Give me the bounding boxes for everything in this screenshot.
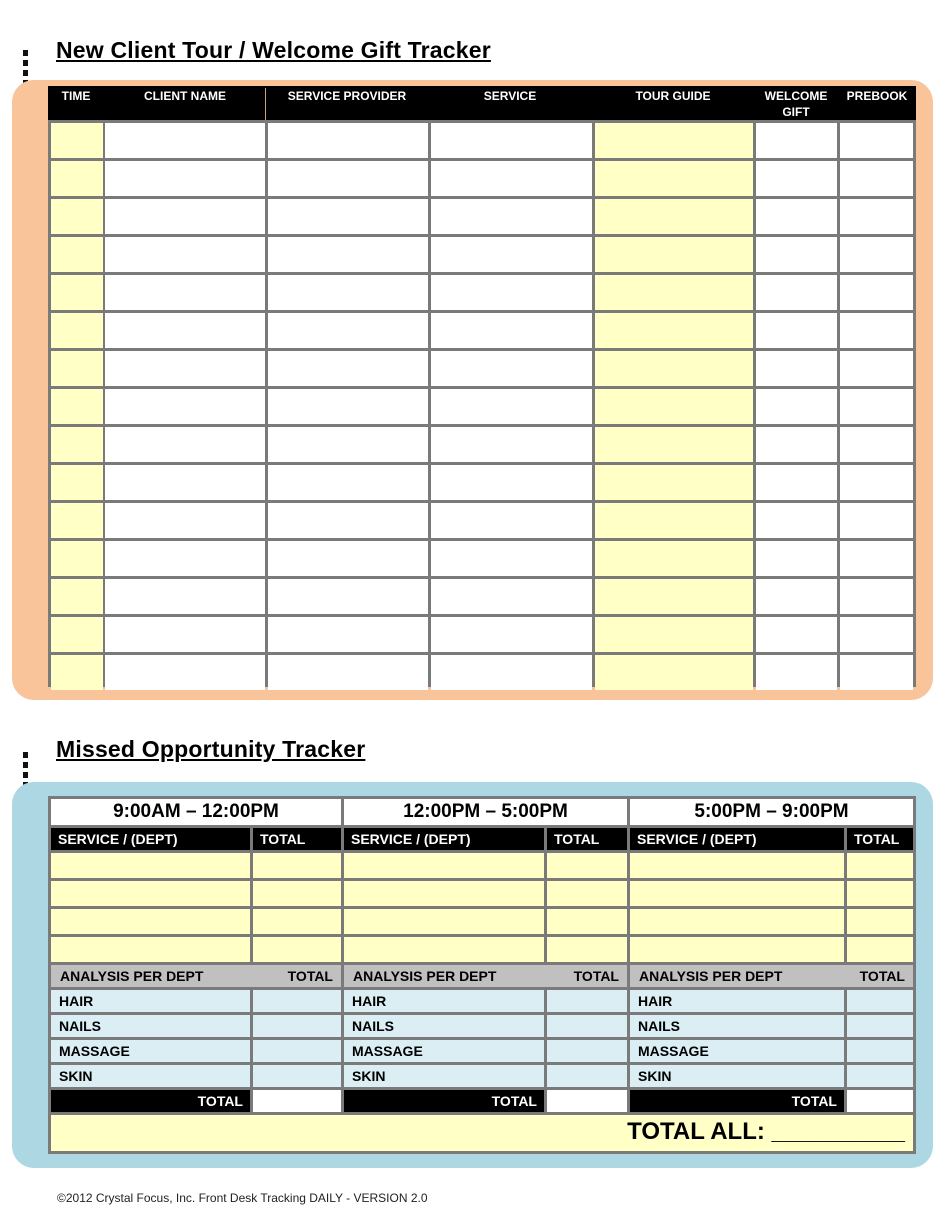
tour-cell-welcome-gift[interactable] (756, 655, 837, 690)
missed-total-entry[interactable] (253, 881, 341, 906)
tour-cell-prebook[interactable] (840, 313, 913, 348)
tour-cell-service-provider[interactable] (268, 389, 428, 424)
tour-cell-client-name[interactable] (105, 351, 265, 386)
tour-cell-service[interactable] (431, 237, 592, 272)
tour-cell-prebook[interactable] (840, 617, 913, 652)
tour-cell-client-name[interactable] (105, 541, 265, 576)
dept-label-massage: MASSAGE (630, 1040, 844, 1062)
tour-cell-client-name[interactable] (105, 313, 265, 348)
tour-cell-tour-guide[interactable] (595, 161, 753, 196)
tour-cell-service[interactable] (431, 389, 592, 424)
tour-cell-tour-guide[interactable] (595, 503, 753, 538)
tour-cell-service-provider[interactable] (268, 351, 428, 386)
dept-label-skin: SKIN (51, 1065, 250, 1087)
analysis-header-1 (51, 965, 341, 987)
dept-total-hair[interactable] (253, 990, 341, 1012)
tour-cell-service-provider[interactable] (268, 161, 428, 196)
tour-cell-welcome-gift[interactable] (756, 617, 837, 652)
tour-cell-prebook[interactable] (840, 275, 913, 310)
tour-cell-welcome-gift[interactable] (756, 275, 837, 310)
tour-cell-service[interactable] (431, 541, 592, 576)
tour-section-title: New Client Tour / Welcome Gift Tracker (56, 37, 491, 63)
tour-cell-client-name[interactable] (105, 617, 265, 652)
tour-cell-tour-guide[interactable] (595, 541, 753, 576)
footer-copyright: ©2012 Crystal Focus, Inc. Front Desk Tracking DAILY - VERSION 2.0 (57, 1191, 428, 1205)
dept-total-massage[interactable] (547, 1040, 627, 1062)
tour-cell-welcome-gift[interactable] (756, 389, 837, 424)
tour-cell-client-name[interactable] (105, 199, 265, 234)
tour-cell-prebook[interactable] (840, 123, 913, 158)
missed-service-entry[interactable] (344, 881, 544, 906)
missed-service-entry[interactable] (344, 909, 544, 934)
tour-cell-service-provider[interactable] (268, 465, 428, 500)
total-header-3: TOTAL (847, 828, 913, 850)
tour-cell-client-name[interactable] (105, 579, 265, 614)
tour-cell-service[interactable] (431, 465, 592, 500)
total-all-field[interactable]: TOTAL ALL: __________ (51, 1115, 913, 1151)
tour-cell-time[interactable] (51, 351, 103, 386)
tour-cell-client-name[interactable] (105, 123, 265, 158)
tour-cell-prebook[interactable] (840, 161, 913, 196)
time-block-1: 9:00AM – 12:00PM (51, 799, 341, 825)
tour-cell-prebook[interactable] (840, 465, 913, 500)
tour-cell-service[interactable] (431, 161, 592, 196)
col-time: TIME (61, 89, 91, 103)
tour-cell-service[interactable] (431, 199, 592, 234)
tour-cell-tour-guide[interactable] (595, 465, 753, 500)
tour-cell-tour-guide[interactable] (595, 275, 753, 310)
tour-cell-tour-guide[interactable] (595, 427, 753, 462)
tour-cell-prebook[interactable] (840, 655, 913, 690)
dept-label-hair: HAIR (344, 990, 544, 1012)
missed-total-entry[interactable] (547, 881, 627, 906)
dept-total-skin[interactable] (547, 1065, 627, 1087)
tour-cell-welcome-gift[interactable] (756, 541, 837, 576)
tour-cell-time[interactable] (51, 199, 103, 234)
dept-total-skin[interactable] (847, 1065, 913, 1087)
tour-cell-client-name[interactable] (105, 465, 265, 500)
analysis-header-2 (344, 965, 627, 987)
service-dept-header-1: SERVICE / (DEPT) (51, 828, 250, 850)
missed-service-entry[interactable] (51, 853, 250, 878)
missed-total-entry[interactable] (547, 909, 627, 934)
tour-cell-service[interactable] (431, 275, 592, 310)
tour-cell-client-name[interactable] (105, 237, 265, 272)
tour-table-body (48, 120, 916, 687)
col-service: SERVICE (483, 89, 537, 103)
tour-cell-service-provider[interactable] (268, 541, 428, 576)
analysis-total-3: TOTAL (859, 968, 905, 984)
dept-label-skin: SKIN (344, 1065, 544, 1087)
tour-cell-client-name[interactable] (105, 275, 265, 310)
analysis-total-2: TOTAL (573, 968, 619, 984)
tour-cell-service-provider[interactable] (268, 199, 428, 234)
header-divider (265, 88, 266, 120)
tour-cell-client-name[interactable] (105, 389, 265, 424)
tour-cell-service[interactable] (431, 579, 592, 614)
dept-label-hair: HAIR (51, 990, 250, 1012)
tour-cell-welcome-gift[interactable] (756, 579, 837, 614)
tour-cell-client-name[interactable] (105, 655, 265, 690)
dept-total-hair[interactable] (547, 990, 627, 1012)
tour-cell-service-provider[interactable] (268, 427, 428, 462)
tour-cell-service-provider[interactable] (268, 579, 428, 614)
block-total-label-1: TOTAL (51, 1090, 250, 1112)
tour-cell-time[interactable] (51, 161, 103, 196)
tour-cell-time[interactable] (51, 541, 103, 576)
tour-cell-service[interactable] (431, 427, 592, 462)
missed-total-entry[interactable] (547, 853, 627, 878)
col-prebook: PREBOOK (846, 89, 908, 103)
missed-total-entry[interactable] (847, 853, 913, 878)
missed-total-entry[interactable] (253, 909, 341, 934)
block-total-value-1[interactable] (253, 1090, 341, 1112)
dept-total-massage[interactable] (847, 1040, 913, 1062)
tour-cell-service[interactable] (431, 655, 592, 690)
missed-total-entry[interactable] (253, 937, 341, 962)
dept-total-nails[interactable] (847, 1015, 913, 1037)
block-total-value-2[interactable] (547, 1090, 627, 1112)
service-dept-header-2: SERVICE / (DEPT) (344, 828, 544, 850)
block-total-label-2: TOTAL (344, 1090, 544, 1112)
missed-total-entry[interactable] (547, 937, 627, 962)
missed-total-entry[interactable] (253, 853, 341, 878)
tour-cell-welcome-gift[interactable] (756, 465, 837, 500)
tour-cell-service[interactable] (431, 351, 592, 386)
tour-cell-tour-guide[interactable] (595, 313, 753, 348)
dept-label-massage: MASSAGE (51, 1040, 250, 1062)
tour-cell-welcome-gift[interactable] (756, 199, 837, 234)
tour-table-header (48, 86, 916, 120)
missed-service-entry[interactable] (630, 881, 844, 906)
tour-cell-service-provider[interactable] (268, 237, 428, 272)
col-tour-guide: TOUR GUIDE (635, 89, 711, 103)
missed-service-entry[interactable] (51, 909, 250, 934)
tour-cell-time[interactable] (51, 275, 103, 310)
dept-total-massage[interactable] (253, 1040, 341, 1062)
tour-cell-time[interactable] (51, 465, 103, 500)
tour-cell-client-name[interactable] (105, 503, 265, 538)
missed-service-entry[interactable] (51, 937, 250, 962)
service-dept-header-3: SERVICE / (DEPT) (630, 828, 844, 850)
missed-total-entry[interactable] (847, 937, 913, 962)
tour-cell-tour-guide[interactable] (595, 351, 753, 386)
dept-total-skin[interactable] (253, 1065, 341, 1087)
tour-cell-welcome-gift[interactable] (756, 503, 837, 538)
tour-cell-time[interactable] (51, 389, 103, 424)
tour-cell-tour-guide[interactable] (595, 237, 753, 272)
missed-service-entry[interactable] (344, 853, 544, 878)
tour-cell-time[interactable] (51, 579, 103, 614)
missed-service-entry[interactable] (51, 881, 250, 906)
dept-label-nails: NAILS (344, 1015, 544, 1037)
tour-cell-welcome-gift[interactable] (756, 123, 837, 158)
analysis-label-3: ANALYSIS PER DEPT (639, 968, 783, 984)
tour-cell-service[interactable] (431, 123, 592, 158)
tour-cell-prebook[interactable] (840, 351, 913, 386)
tour-cell-prebook[interactable] (840, 541, 913, 576)
tour-cell-tour-guide[interactable] (595, 123, 753, 158)
tour-cell-service[interactable] (431, 617, 592, 652)
tour-cell-service[interactable] (431, 503, 592, 538)
dept-total-nails[interactable] (547, 1015, 627, 1037)
tour-cell-tour-guide[interactable] (595, 579, 753, 614)
tour-cell-time[interactable] (51, 313, 103, 348)
missed-service-entry[interactable] (630, 937, 844, 962)
tour-cell-client-name[interactable] (105, 161, 265, 196)
dept-label-skin: SKIN (630, 1065, 844, 1087)
tour-cell-tour-guide[interactable] (595, 617, 753, 652)
missed-service-entry[interactable] (630, 853, 844, 878)
dept-total-hair[interactable] (847, 990, 913, 1012)
block-total-value-3[interactable] (847, 1090, 913, 1112)
total-header-2: TOTAL (547, 828, 627, 850)
tour-cell-welcome-gift[interactable] (756, 237, 837, 272)
tour-cell-welcome-gift[interactable] (756, 351, 837, 386)
total-header-1: TOTAL (253, 828, 341, 850)
analysis-total-1: TOTAL (287, 968, 333, 984)
tour-cell-service-provider[interactable] (268, 655, 428, 690)
analysis-label-2: ANALYSIS PER DEPT (353, 968, 497, 984)
missed-opportunity-table (48, 796, 916, 1154)
tour-cell-prebook[interactable] (840, 427, 913, 462)
tour-cell-welcome-gift[interactable] (756, 313, 837, 348)
col-service-provider: SERVICE PROVIDER (287, 89, 407, 103)
tour-cell-time[interactable] (51, 237, 103, 272)
col-client-name: CLIENT NAME (144, 89, 226, 103)
tour-cell-service-provider[interactable] (268, 503, 428, 538)
tour-cell-service-provider[interactable] (268, 617, 428, 652)
tour-cell-prebook[interactable] (840, 237, 913, 272)
dept-label-nails: NAILS (51, 1015, 250, 1037)
tour-cell-time[interactable] (51, 123, 103, 158)
tour-cell-prebook[interactable] (840, 389, 913, 424)
tour-cell-tour-guide[interactable] (595, 199, 753, 234)
tour-cell-service-provider[interactable] (268, 275, 428, 310)
block-total-label-3: TOTAL (630, 1090, 844, 1112)
missed-service-entry[interactable] (630, 909, 844, 934)
missed-total-entry[interactable] (847, 881, 913, 906)
analysis-label-1: ANALYSIS PER DEPT (60, 968, 204, 984)
tour-cell-time[interactable] (51, 617, 103, 652)
tour-cell-time[interactable] (51, 503, 103, 538)
time-block-2: 12:00PM – 5:00PM (344, 799, 627, 825)
tour-cell-welcome-gift[interactable] (756, 427, 837, 462)
dept-label-massage: MASSAGE (344, 1040, 544, 1062)
col-welcome-gift: WELCOME GIFT (764, 89, 828, 119)
dept-total-nails[interactable] (253, 1015, 341, 1037)
tour-cell-tour-guide[interactable] (595, 389, 753, 424)
tour-cell-welcome-gift[interactable] (756, 161, 837, 196)
tour-cell-service-provider[interactable] (268, 123, 428, 158)
missed-section-title: Missed Opportunity Tracker (56, 736, 366, 762)
tour-cell-service[interactable] (431, 313, 592, 348)
time-block-3: 5:00PM – 9:00PM (630, 799, 913, 825)
tour-cell-prebook[interactable] (840, 199, 913, 234)
tour-cell-time[interactable] (51, 427, 103, 462)
dept-label-nails: NAILS (630, 1015, 844, 1037)
missed-total-entry[interactable] (847, 909, 913, 934)
dept-label-hair: HAIR (630, 990, 844, 1012)
analysis-header-3 (630, 965, 913, 987)
tour-cell-tour-guide[interactable] (595, 655, 753, 690)
tour-cell-client-name[interactable] (105, 427, 265, 462)
tour-cell-time[interactable] (51, 655, 103, 690)
missed-service-entry[interactable] (344, 937, 544, 962)
tour-cell-prebook[interactable] (840, 503, 913, 538)
tour-cell-service-provider[interactable] (268, 313, 428, 348)
tour-cell-prebook[interactable] (840, 579, 913, 614)
